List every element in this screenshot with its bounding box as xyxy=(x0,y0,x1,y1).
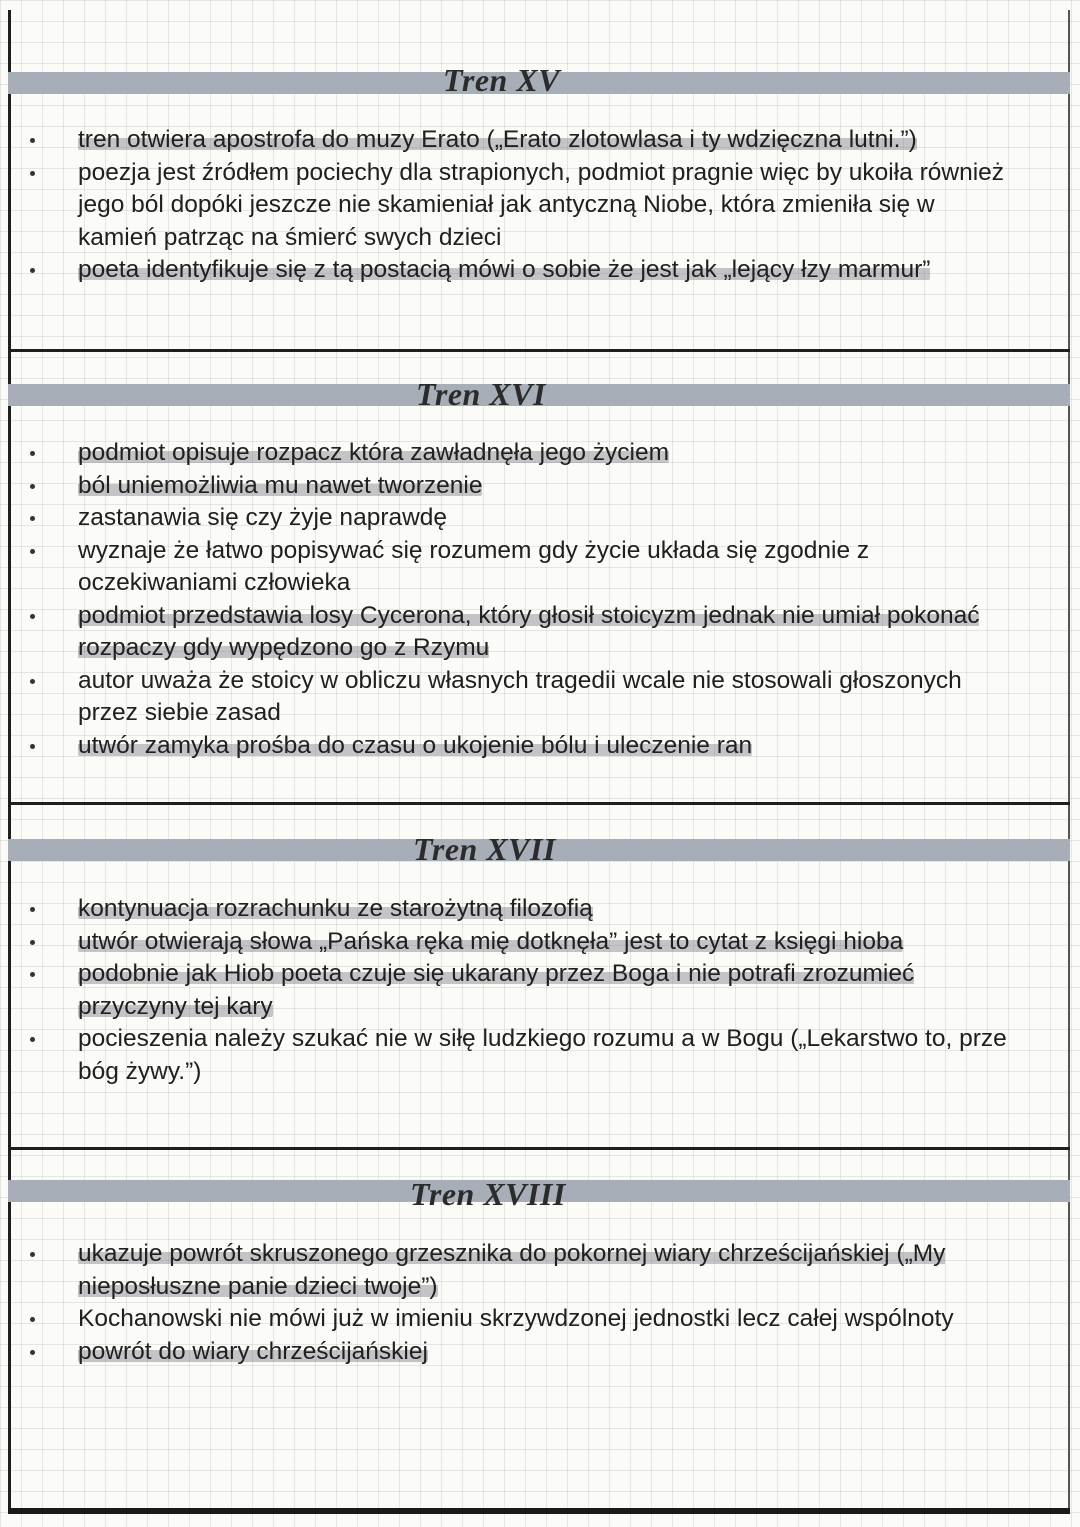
section-tren-xviii xyxy=(8,1150,1070,1508)
list-item: utwór otwierają słowa „Pańska ręka mię dotknęła” jest to cytat z księgi hioba xyxy=(8,926,1008,959)
bullet-list xyxy=(8,124,1008,287)
list-item: poezja jest źródłem pociechy dla strapionych, podmiot pragnie więc by ukoiła również jego ból dopóki jeszcze nie skamieniał jak antyczną Niobe, która zmieniła się w kamień patrząc na śmierć swych dzieci xyxy=(8,157,1008,255)
section-title: Tren XVII xyxy=(413,831,556,867)
list-item: wyznaje że łatwo popisywać się rozumem gdy życie układa się zgodnie z oczekiwaniami człowieka xyxy=(8,535,1008,600)
list-item: pocieszenia należy szukać nie w siłę ludzkiego rozumu a w Bogu („Lekarstwo to, prze bóg żywy.”) xyxy=(8,1023,1008,1088)
list-item: ukazuje powrót skruszonego grzesznika do pokornej wiary chrześcijańskiej („My nieposłuszne panie dzieci twoje”) xyxy=(8,1238,1008,1303)
list-item: zastanawia się czy żyje naprawdę xyxy=(8,502,1008,535)
list-item: podmiot przedstawia losy Cycerona, który głosił stoicyzm jednak nie umiał pokonać rozpaczy gdy wypędzono go z Rzymu xyxy=(8,600,1008,665)
list-item: poeta identyfikuje się z tą postacią mówi o sobie że jest jak „lejący łzy marmur” xyxy=(8,254,1008,287)
section-tren-xvii xyxy=(8,805,1070,1147)
bullet-list xyxy=(8,893,1008,1088)
list-item: kontynuacja rozrachunku ze starożytną filozofią xyxy=(8,893,1008,926)
section-title: Tren XVIII xyxy=(410,1176,566,1212)
list-item: podobnie jak Hiob poeta czuje się ukarany przez Boga i nie potrafi zrozumieć przyczyny tej kary xyxy=(8,958,1008,1023)
bullet-list xyxy=(8,437,1008,762)
section-title: Tren XV xyxy=(443,62,560,98)
list-item: powrót do wiary chrześcijańskiej xyxy=(8,1336,1008,1369)
list-item: autor uważa że stoicy w obliczu własnych tragedii wcale nie stosowali głoszonych przez siebie zasad xyxy=(8,665,1008,730)
list-item: tren otwiera apostrofa do muzy Erato („Erato zlotowlasa i ty wdzięczna lutni.”) xyxy=(8,124,1008,157)
section-tren-xvi xyxy=(8,352,1070,802)
section-title: Tren XVI xyxy=(416,376,546,412)
page-bottom-edge xyxy=(8,1508,1070,1514)
list-item: podmiot opisuje rozpacz która zawładnęła jego życiem xyxy=(8,437,1008,470)
list-item: utwór zamyka prośba do czasu o ukojenie bólu i uleczenie ran xyxy=(8,730,1008,763)
section-tren-xv xyxy=(8,0,1070,350)
list-item: ból uniemożliwia mu nawet tworzenie xyxy=(8,470,1008,503)
list-item: Kochanowski nie mówi już w imieniu skrzywdzonej jednostki lecz całej wspólnoty xyxy=(8,1303,1008,1336)
bullet-list xyxy=(8,1238,1008,1368)
